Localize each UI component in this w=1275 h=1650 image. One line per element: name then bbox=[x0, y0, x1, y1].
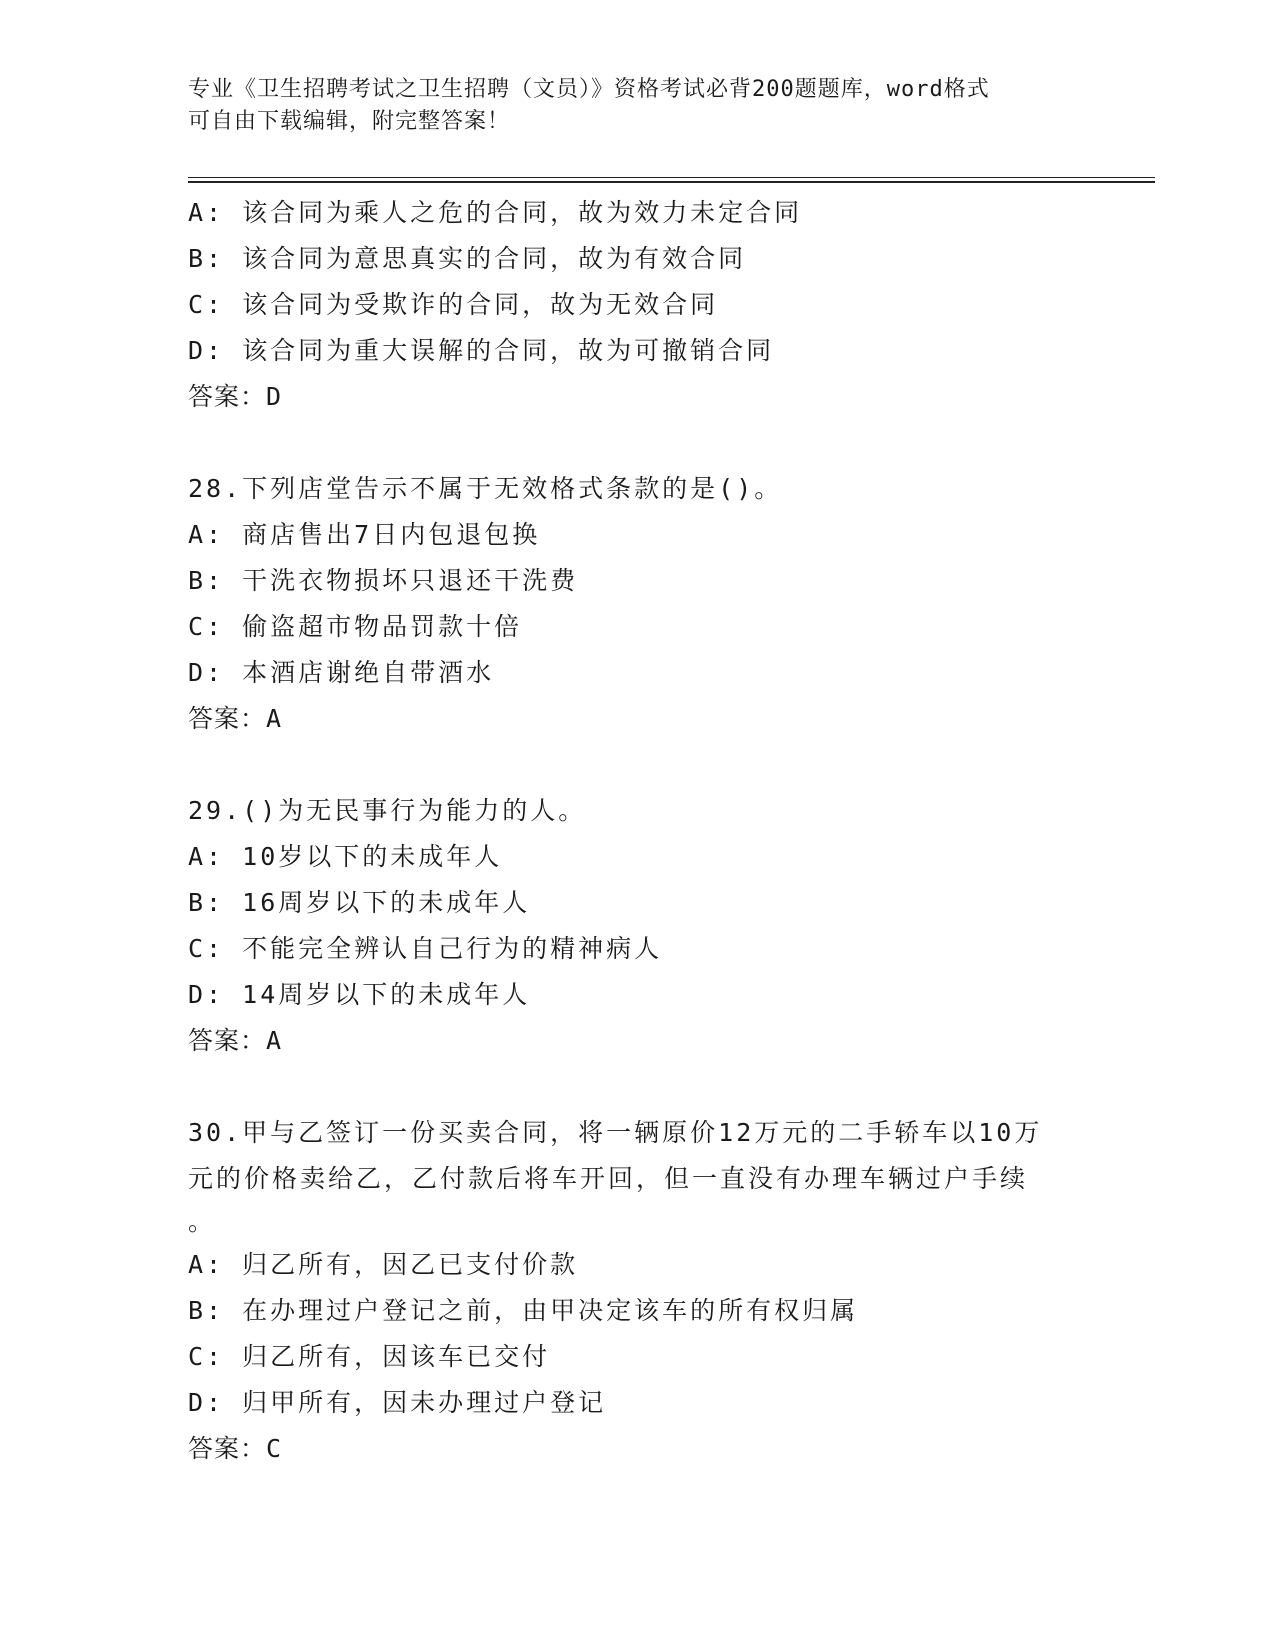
question-stem: 28.下列店堂告示不属于无效格式条款的是()。 bbox=[188, 474, 783, 503]
spacer bbox=[188, 1064, 1088, 1110]
option-c: C: 该合同为受欺诈的合同，故为无效合同 bbox=[188, 290, 719, 319]
option-a: A: 商店售出7日内包退包换 bbox=[188, 520, 541, 549]
question-stem: 30.甲与乙签订一份买卖合同，将一辆原价12万元的二手轿车以10万 bbox=[188, 1118, 1043, 1147]
option-c: C: 偷盗超市物品罚款十倍 bbox=[188, 612, 523, 641]
header-divider-thin bbox=[188, 177, 1155, 178]
option-a: A: 归乙所有，因乙已支付价款 bbox=[188, 1250, 579, 1279]
answer: 答案：A bbox=[188, 704, 283, 733]
option-d: D: 归甲所有，因未办理过户登记 bbox=[188, 1388, 607, 1417]
option-d: D: 14周岁以下的未成年人 bbox=[188, 980, 531, 1009]
spacer bbox=[188, 420, 1088, 466]
option-d: D: 该合同为重大误解的合同，故为可撤销合同 bbox=[188, 336, 775, 365]
answer: 答案：D bbox=[188, 382, 283, 411]
option-b: B: 该合同为意思真实的合同，故为有效合同 bbox=[188, 244, 747, 273]
header-line-1: 专业《卫生招聘考试之卫生招聘（文员）》资格考试必背200题题库，word格式 bbox=[188, 77, 990, 102]
option-a: A: 10岁以下的未成年人 bbox=[188, 842, 503, 871]
option-d: D: 本酒店谢绝自带酒水 bbox=[188, 658, 495, 687]
question-list bbox=[188, 190, 1088, 1472]
answer: 答案：C bbox=[188, 1434, 283, 1463]
option-a: A: 该合同为乘人之危的合同，故为效力未定合同 bbox=[188, 198, 803, 227]
question-stem-continued: 元的价格卖给乙，乙付款后将车开回，但一直没有办理车辆过户手续 bbox=[188, 1164, 1029, 1193]
question-stem-tail: 。 bbox=[188, 1207, 214, 1236]
option-b: B: 16周岁以下的未成年人 bbox=[188, 888, 531, 917]
answer: 答案：A bbox=[188, 1026, 283, 1055]
option-c: C: 不能完全辨认自己行为的精神病人 bbox=[188, 934, 663, 963]
question-30 bbox=[188, 1110, 1088, 1472]
option-b: B: 干洗衣物损坏只退还干洗费 bbox=[188, 566, 579, 595]
option-b: B: 在办理过户登记之前，由甲决定该车的所有权归属 bbox=[188, 1296, 859, 1325]
document-header bbox=[188, 74, 1068, 138]
question-29 bbox=[188, 788, 1088, 1064]
spacer bbox=[188, 742, 1088, 788]
question-27 bbox=[188, 190, 1088, 420]
option-c: C: 归乙所有，因该车已交付 bbox=[188, 1342, 551, 1371]
question-28 bbox=[188, 466, 1088, 742]
header-divider-thick bbox=[188, 181, 1155, 183]
header-line-2: 可自由下载编辑，附完整答案！ bbox=[188, 109, 511, 134]
question-stem: 29.()为无民事行为能力的人。 bbox=[188, 796, 587, 825]
